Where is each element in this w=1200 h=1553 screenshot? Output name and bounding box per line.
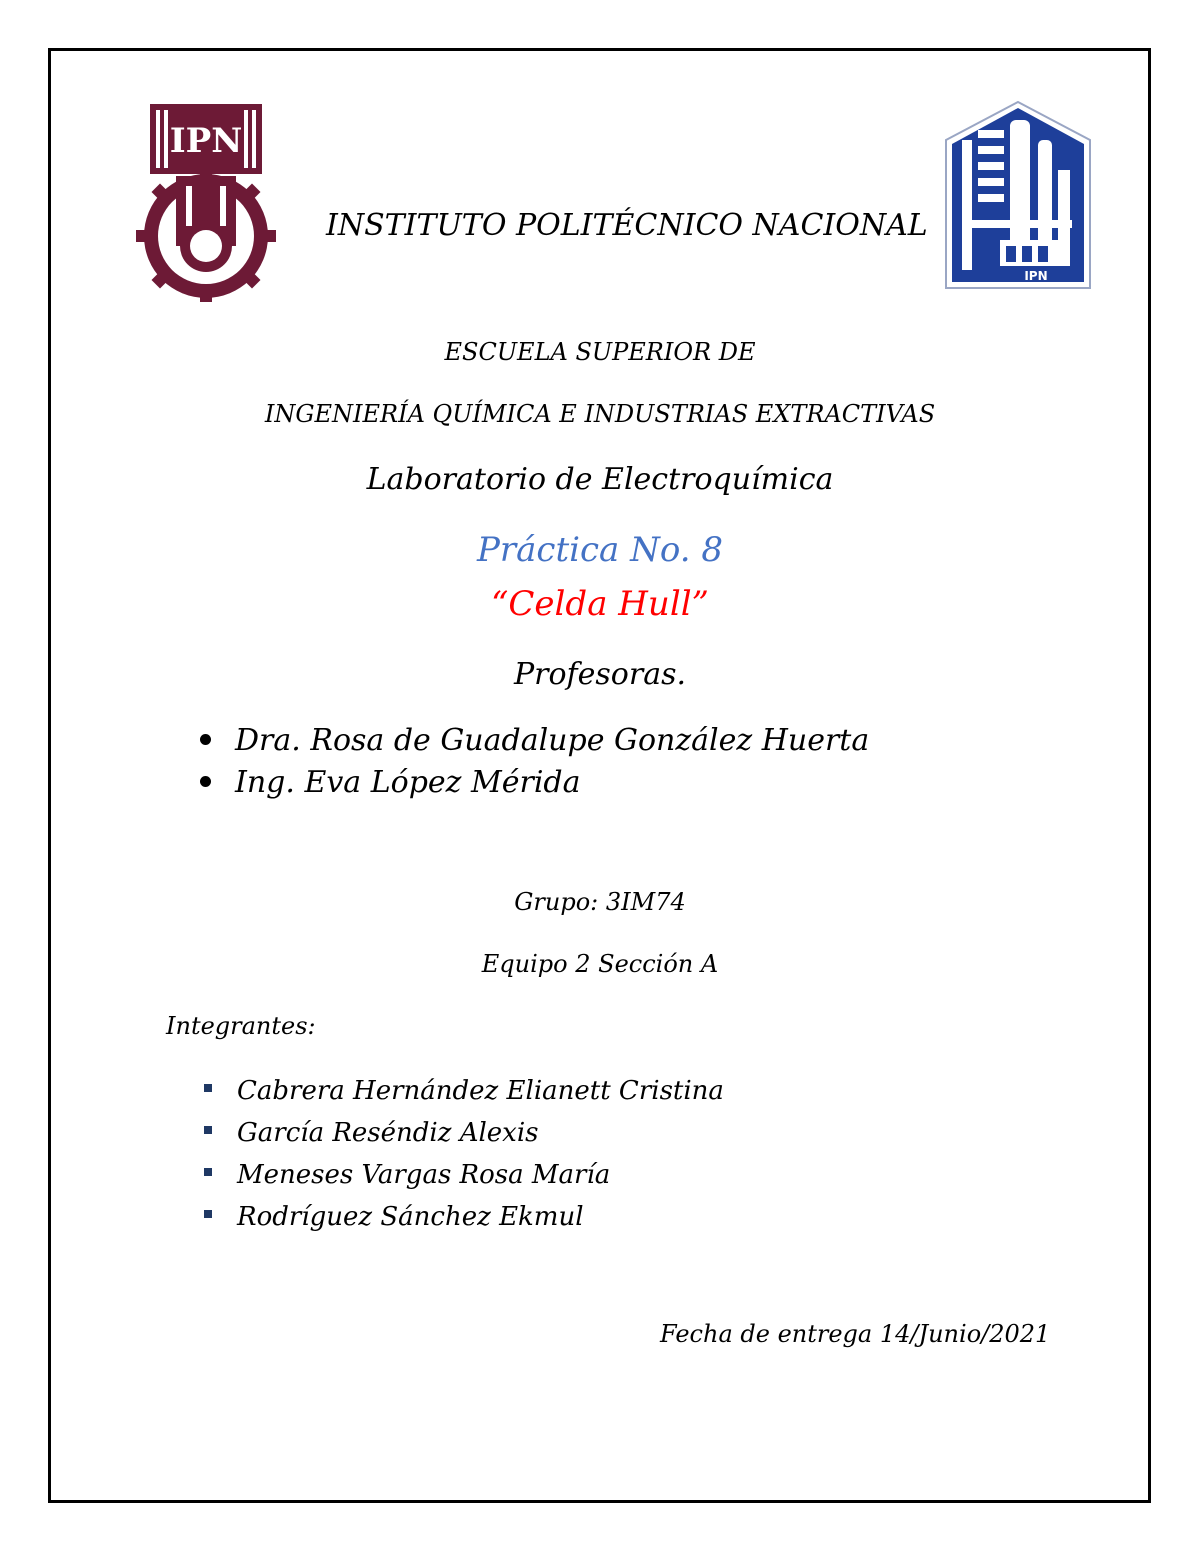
list-item bbox=[204, 1112, 724, 1154]
member-name: García Reséndiz Alexis bbox=[237, 1118, 539, 1148]
list-item bbox=[204, 1070, 724, 1112]
members-heading: Integrantes: bbox=[166, 1012, 316, 1040]
list-item bbox=[204, 1154, 724, 1196]
members-list bbox=[204, 1070, 724, 1238]
square-bullet-icon bbox=[204, 1168, 212, 1176]
square-bullet-icon bbox=[204, 1084, 212, 1092]
square-bullet-icon bbox=[204, 1126, 212, 1134]
square-bullet-icon bbox=[204, 1210, 212, 1218]
school-name-line-2: INGENIERÍA QUÍMICA E INDUSTRIAS EXTRACTIVAS bbox=[264, 400, 936, 428]
svg-text:IPN: IPN bbox=[169, 121, 243, 161]
ipn-logo-icon bbox=[136, 96, 276, 302]
member-name: Meneses Vargas Rosa María bbox=[237, 1160, 611, 1190]
list-item bbox=[200, 720, 869, 762]
school-name-line-1: ESCUELA SUPERIOR DE bbox=[444, 338, 756, 366]
svg-text:IPN: IPN bbox=[1024, 269, 1048, 283]
group-label: Grupo: 3IM74 bbox=[514, 888, 686, 916]
esiqie-logo-icon bbox=[944, 100, 1092, 290]
practice-number: Práctica No. 8 bbox=[477, 530, 723, 570]
professors-heading: Profesoras. bbox=[513, 657, 687, 692]
professor-name: Dra. Rosa de Guadalupe González Huerta bbox=[235, 723, 870, 758]
list-item bbox=[204, 1196, 724, 1238]
delivery-date: Fecha de entrega 14/Junio/2021 bbox=[660, 1320, 1051, 1348]
practice-title: “Celda Hull” bbox=[491, 584, 709, 624]
professors-list bbox=[200, 720, 869, 804]
professor-name: Ing. Eva López Mérida bbox=[235, 765, 581, 800]
list-item bbox=[200, 762, 869, 804]
bullet-icon bbox=[200, 734, 211, 745]
institution-name: INSTITUTO POLITÉCNICO NACIONAL bbox=[326, 208, 928, 243]
member-name: Rodríguez Sánchez Ekmul bbox=[237, 1202, 584, 1232]
bullet-icon bbox=[200, 776, 211, 787]
team-label: Equipo 2 Sección A bbox=[481, 950, 719, 978]
member-name: Cabrera Hernández Elianett Cristina bbox=[237, 1076, 724, 1106]
lab-name: Laboratorio de Electroquímica bbox=[366, 462, 834, 497]
